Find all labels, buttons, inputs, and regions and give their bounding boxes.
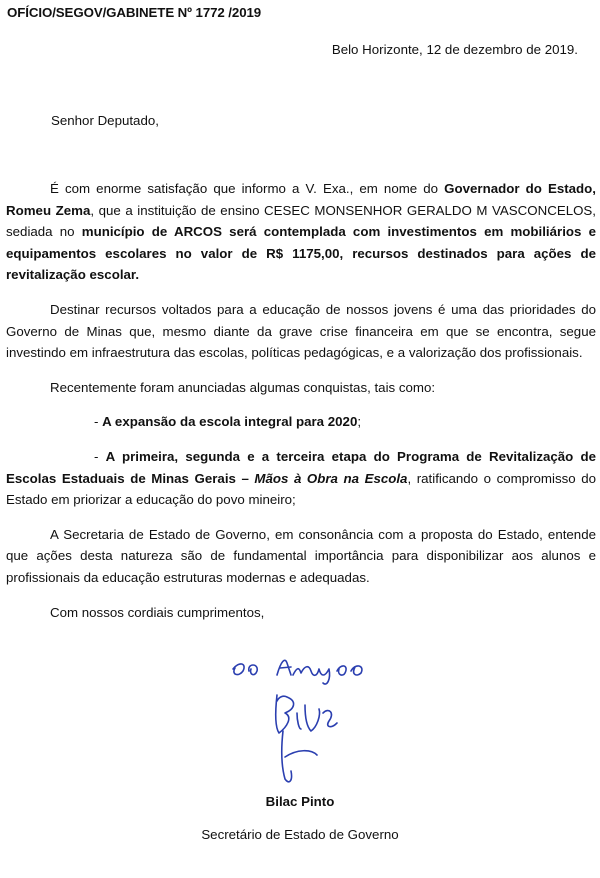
- signer-name: Bilac Pinto: [265, 794, 335, 809]
- document-reference: OFÍCIO/SEGOV/GABINETE Nº 1772 /2019: [7, 5, 262, 20]
- item-program-name: A primeira, segunda e a terceira etapa do Programa de Revitalização de Escolas Estaduais de Minas Gerais –: [6, 448, 597, 486]
- item-program-suffix: , ratificando o compromisso do Estado em priorizar a educação do povo mineiro;: [6, 470, 596, 508]
- paragraph-secretariat: A Secretaria de Estado de Governo, em consonância com a proposta do Estado, entende que ações desta natureza são de fundamental importância para disponibilizar aos alunos e profissionais da educação estruturas modernas e adequadas.: [6, 526, 596, 585]
- paragraph-achievements-intro: Recentemente foram anunciadas algumas conquistas, tais como:: [50, 379, 436, 395]
- item-integral-school-text: A expansão da escola integral para 2020: [102, 414, 358, 430]
- salutation: Senhor Deputado,: [51, 113, 159, 128]
- letter-body: [6, 178, 596, 636]
- announcement-investment: município de ARCOS será contemplada com investimentos em mobiliários e equipamentos escolares no valor de R$ 1175,00, recursos destinados para ações de revitalização escolar.: [6, 224, 596, 283]
- item-suffix: ;: [357, 414, 362, 430]
- item-prefix: -: [94, 414, 103, 430]
- handwritten-signature: [225, 653, 385, 795]
- item-prefix: -: [94, 448, 106, 464]
- paragraph-announcement: [6, 178, 596, 286]
- announcement-text-a: É com enorme satisfação que informo a V. Exa., em nome do: [50, 181, 445, 196]
- item-program-slogan: Mãos à Obra na Escola: [254, 470, 408, 486]
- signer-role: Secretário de Estado de Governo: [201, 827, 399, 842]
- list-item-revitalization-program: [6, 446, 596, 511]
- closing-line: Com nossos cordiais cumprimentos,: [50, 604, 265, 620]
- date-line: Belo Horizonte, 12 de dezembro de 2019.: [331, 42, 578, 57]
- announcement-governor: Governador do Estado, Romeu Zema: [6, 181, 596, 218]
- list-item-integral-school: [6, 411, 596, 433]
- paragraph-priorities: Destinar recursos voltados para a educação de nossos jovens é uma das prioridades do Governo de Minas que, mesmo diante da grave crise financeira em que se encontra, segue investindo em infraestrutura das escolas, políticas pedagógicas, e a valorização dos profissionais.: [6, 301, 596, 361]
- announcement-text-c: , que a instituição de ensino CESEC MONSENHOR GERALDO M VASCONCELOS, sediada no: [6, 202, 596, 240]
